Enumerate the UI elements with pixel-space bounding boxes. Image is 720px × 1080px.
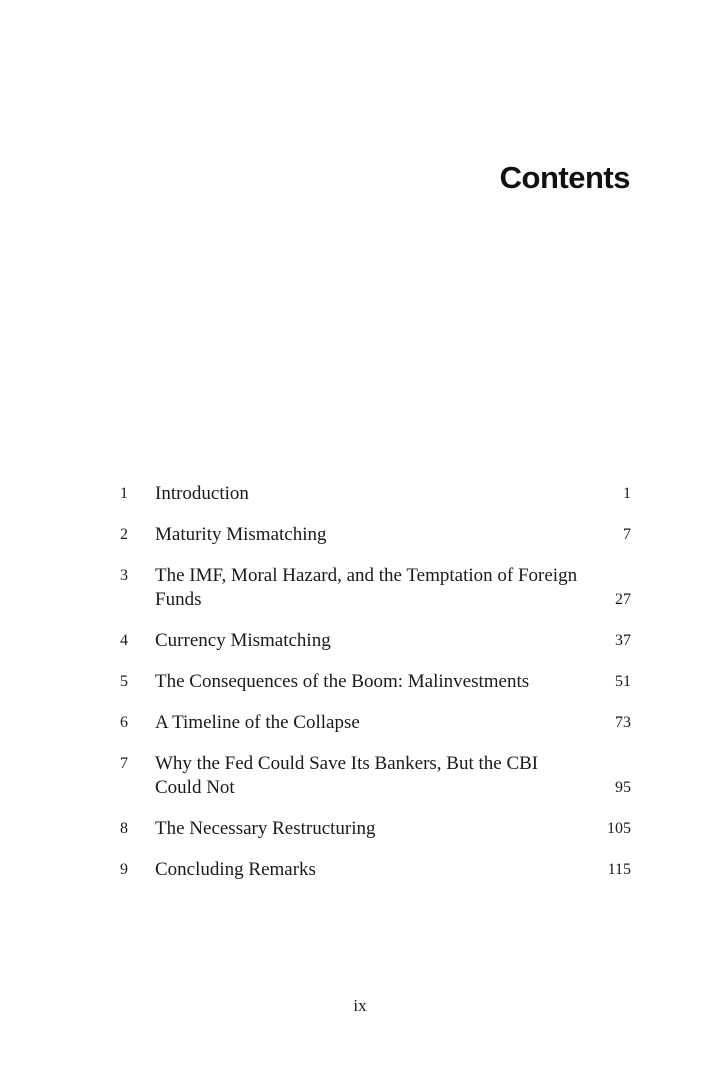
chapter-title: Maturity Mismatching	[155, 524, 327, 545]
page-number: 7	[623, 526, 631, 543]
chapter-number: 1	[120, 485, 128, 502]
chapter-number: 2	[120, 526, 128, 543]
chapter-number: 8	[120, 820, 128, 837]
page-number: 73	[615, 714, 631, 731]
page-number: 37	[615, 632, 631, 649]
page-folio: ix	[353, 996, 367, 1015]
chapter-number: 6	[120, 714, 128, 731]
chapter-title: Concluding Remarks	[155, 859, 316, 880]
toc-entry[interactable]	[120, 858, 631, 882]
page-number: 27	[615, 591, 631, 608]
toc-entry[interactable]	[120, 482, 631, 506]
toc-entry[interactable]	[120, 752, 631, 800]
table-of-contents	[120, 482, 631, 899]
page-number: 95	[615, 779, 631, 796]
page-number: 115	[607, 861, 631, 878]
chapter-title: The Consequences of the Boom: Malinvestments	[155, 671, 530, 692]
toc-entry[interactable]	[120, 629, 631, 653]
chapter-number: 9	[120, 861, 128, 878]
toc-entry[interactable]	[120, 670, 631, 694]
page-number: 105	[607, 820, 631, 837]
chapter-title: The Necessary Restructuring	[155, 818, 376, 839]
page-title: Contents	[499, 160, 630, 195]
chapter-title: A Timeline of the Collapse	[155, 712, 360, 733]
chapter-title: Why the Fed Could Save Its Bankers, But the CBI Could Not	[155, 753, 539, 798]
chapter-title: Introduction	[155, 483, 249, 504]
toc-entry[interactable]	[120, 817, 631, 841]
chapter-number: 5	[120, 673, 128, 690]
page-number: 51	[615, 673, 631, 690]
chapter-title: The IMF, Moral Hazard, and the Temptation of Foreign Funds	[155, 565, 578, 610]
chapter-title: Currency Mismatching	[155, 630, 331, 651]
toc-entry[interactable]	[120, 523, 631, 547]
chapter-number: 7	[120, 755, 128, 772]
toc-entry[interactable]	[120, 564, 631, 612]
page-number: 1	[623, 485, 631, 502]
toc-entry[interactable]	[120, 711, 631, 735]
chapter-number: 3	[120, 567, 128, 584]
chapter-number: 4	[120, 632, 128, 649]
